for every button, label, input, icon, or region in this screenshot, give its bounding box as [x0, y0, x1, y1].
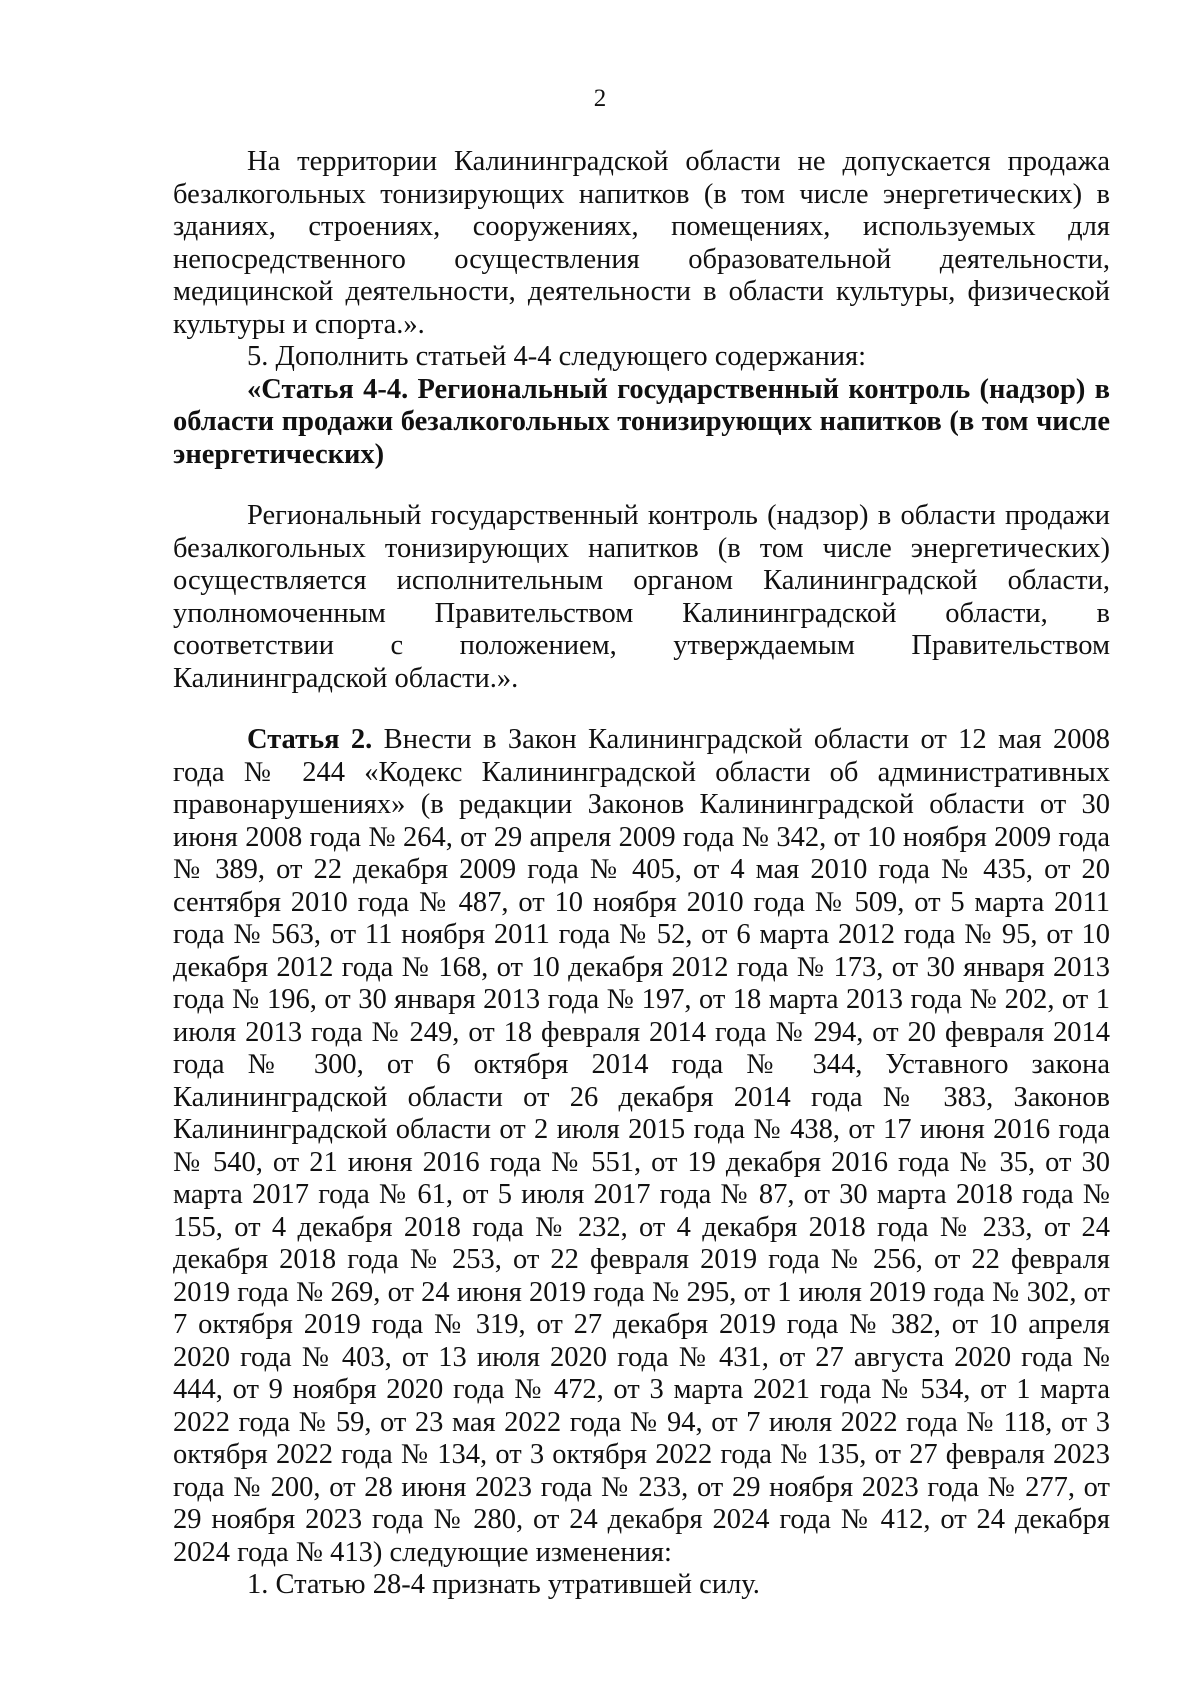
- article-2-text: Внести в Закон Калининградской области от 12 мая 2008 года № 244 «Кодекс Калининградской области об административных правонарушениях» (в редакции Законов Калининградской области от 30 июня 2008 года № 264, от 29 апреля 2009 года № 342, от 10 ноября 2009 года № 389, от 22 декабря 2009 года № 405, от 4 мая 2010 года № 435, от 20 сентября 2010 года № 487, от 10 ноября 2010 года № 509, от 5 марта 2011 года № 563, от 11 ноября 2011 года № 52, от 6 марта 2012 года № 95, от 10 декабря 2012 года № 168, от 10 декабря 2012 года № 173, от 30 января 2013 года № 196, от 30 января 2013 года № 197, от 18 марта 2013 года № 202, от 1 июля 2013 года № 249, от 18 февраля 2014 года № 294, от 20 февраля 2014 года № 300, от 6 октября 2014 года № 344, Уставного закона Калининградской области от 26 декабря 2014 года № 383, Законов Калининградской области от 2 июля 2015 года № 438, от 17 июня 2016 года № 540, от 21 июня 2016 года № 551, от 19 декабря 2016 года № 35, от 30 марта 2017 года № 61, от 5 июля 2017 года № 87, от 30 марта 2018 года № 155, от 4 декабря 2018 года № 232, от 4 декабря 2018 года № 233, от 24 декабря 2018 года № 253, от 22 февраля 2019 года № 256, от 22 февраля 2019 года № 269, от 24 июня 2019 года № 295, от 1 июля 2019 года № 302, от 7 октября 2019 года № 319, от 27 декабря 2019 года № 382, от 10 апреля 2020 года № 403, от 13 июля 2020 года № 431, от 27 августа 2020 года № 444, от 9 ноября 2020 года № 472, от 3 марта 2021 года № 534, от 1 марта 2022 года № 59, от 23 мая 2022 года № 94, от 7 июля 2022 года № 118, от 3 октября 2022 года № 134, от 3 октября 2022 года № 135, от 27 февраля 2023 года № 200, от 28 июня 2023 года № 233, от 29 ноября 2023 года № 277, от 29 ноября 2023 года № 280, от 24 декабря 2024 года № 412, от 24 декабря 2024 года № 413) следующие изменения:: [173, 724, 1110, 1568]
- spacer: [173, 471, 1110, 500]
- article-2-label: Статья 2.: [247, 724, 373, 755]
- article-4-4-title: «Статья 4-4. Региональный государственный контроль (надзор) в области продажи безалкогольных тонизирующих напитков (в том числе энергетических): [173, 373, 1110, 470]
- paragraph-repeal-28-4: 1. Статью 28-4 признать утратившей силу.: [247, 1569, 760, 1600]
- paragraph-regional-control: Региональный государственный контроль (надзор) в области продажи безалкогольных тонизирующих напитков (в том числе энергетических) осуществляется исполнительным органом Калининградской области, уполномоченным Правительством Калининградской области, в соответствии с положением, утверждаемым Правительством Калининградской области.».: [173, 500, 1110, 694]
- page-number: 2: [593, 85, 607, 112]
- paragraph-article-2: [173, 724, 1110, 1569]
- document-body: [173, 146, 1110, 1602]
- paragraph-add-article-4-4: 5. Дополнить статьей 4-4 следующего содержания:: [247, 341, 867, 372]
- paragraph-sales-ban: На территории Калининградской области не допускается продажа безалкогольных тонизирующих напитков (в том числе энергетических) в зданиях, строениях, сооружениях, помещениях, используемых для непосредственного осуществления образовательной деятельности, медицинской деятельности, деятельности в области культуры, физической культуры и спорта.».: [173, 146, 1110, 340]
- spacer: [173, 695, 1110, 724]
